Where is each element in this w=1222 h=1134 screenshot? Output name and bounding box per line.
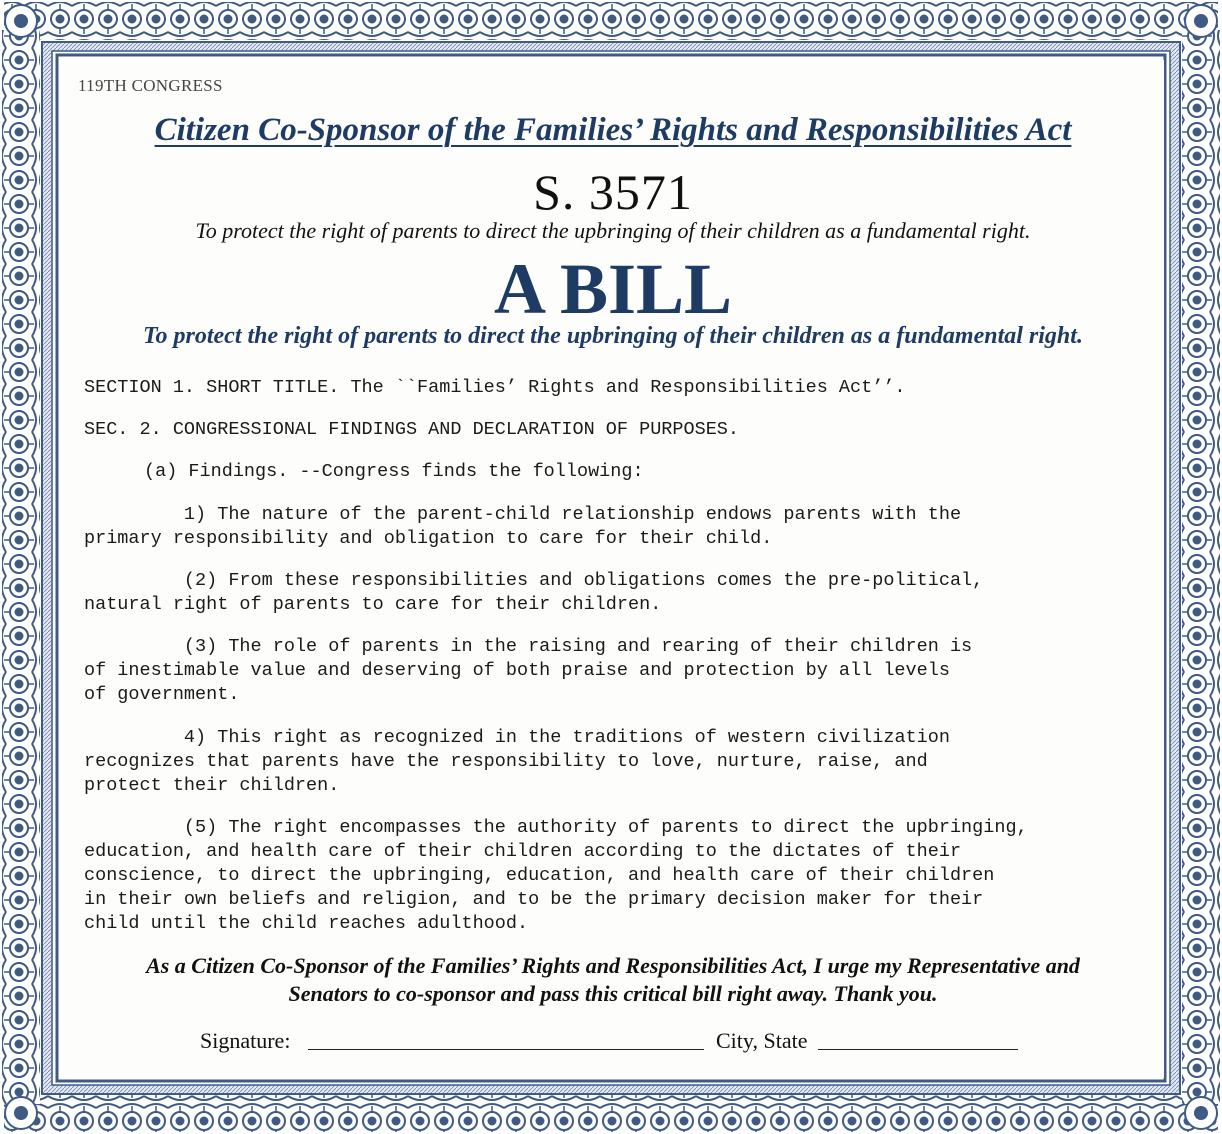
city-state-line[interactable] [818, 1049, 1018, 1050]
city-state-label: City, State [716, 1028, 808, 1053]
bill-subtitle: To protect the right of parents to direct the upbringing of their children as a fundamental right. [195, 218, 1031, 243]
finding-1: 1) The nature of the parent-child relationship endows parents with the primary responsibility and obligation to care for their child. [84, 504, 962, 549]
bill-purpose: To protect the right of parents to direct the upbringing of their children as a fundamental right. [143, 323, 1083, 349]
finding-2: (2) From these responsibilities and obligations comes the pre-political, natural right of parents to care for their children. [84, 570, 984, 615]
finding-4: 4) This right as recognized in the traditions of western civilization recognizes that parents have the responsibility to love, nurture, raise, and protect their children. [84, 727, 950, 796]
bill-number: S. 3571 [533, 164, 693, 220]
section-2-heading: SEC. 2. CONGRESSIONAL FINDINGS AND DECLARATION OF PURPOSES. [84, 419, 740, 440]
closing-line-1: As a Citizen Co-Sponsor of the Families’ Rights and Responsibilities Act, I urge my Representative and [146, 953, 1080, 978]
congress-label: 119TH CONGRESS [78, 76, 223, 95]
bill-heading: A BILL [493, 249, 733, 329]
finding-5: (5) The right encompasses the authority of parents to direct the upbringing, education, and health care of their children according to the dictates of their conscience, to direct the upbringing, education, and health care of their children in their own beliefs and religion, and to be the primary decision maker for their child until the child reaches adulthood. [84, 817, 1028, 934]
closing-line-2: Senators to co-sponsor and pass this critical bill right away. Thank you. [288, 981, 938, 1006]
findings-intro: (a) Findings. --Congress finds the following: [144, 461, 644, 482]
section-1-short-title: SECTION 1. SHORT TITLE. The ``Families’ Rights and Responsibilities Act’’. [84, 377, 906, 398]
signature-line[interactable] [308, 1049, 704, 1050]
signature-label: Signature: [200, 1028, 291, 1053]
page-title: Citizen Co-Sponsor of the Families’ Rights and Responsibilities Act [154, 112, 1072, 148]
closing-statement [62, 952, 1164, 1008]
finding-3: (3) The role of parents in the raising and rearing of their children is of inestimable value and deserving of both praise and protection by all levels of government. [84, 636, 973, 705]
